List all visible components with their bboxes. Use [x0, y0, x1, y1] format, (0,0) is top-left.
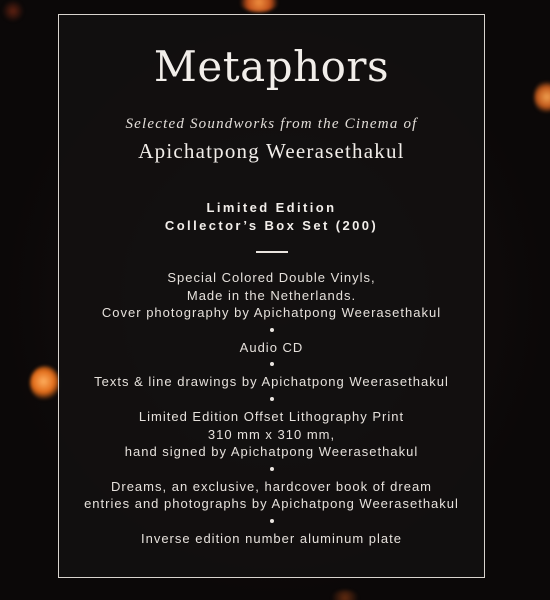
item-text: Dreams, an exclusive, hardcover book of dream — [110, 478, 432, 494]
info-panel — [58, 14, 485, 578]
item-text: Texts & line drawings by Apichatpong Weerasethakul — [94, 374, 449, 390]
item-text: Made in the Netherlands. — [186, 287, 357, 303]
list-item — [59, 373, 484, 391]
list-item — [59, 269, 484, 322]
bullet-dot — [270, 467, 274, 471]
list-item — [59, 339, 484, 357]
bokeh-light — [2, 0, 24, 22]
item-text: Cover photography by Apichatpong Weerasethakul — [101, 305, 442, 321]
album-subtitle: Selected Soundworks from the Cinema of — [125, 116, 418, 132]
item-text: entries and photographs by Apichatpong Weerasethakul — [84, 496, 459, 512]
bokeh-light — [330, 590, 360, 600]
bokeh-light — [534, 80, 550, 114]
edition-heading — [59, 199, 484, 235]
edition-line: Limited Edition — [206, 200, 337, 215]
contents-list — [59, 269, 484, 548]
bullet-dot — [270, 328, 274, 332]
item-text: Audio CD — [239, 339, 304, 355]
list-item — [59, 530, 484, 548]
list-item — [59, 478, 484, 513]
item-text: hand signed by Apichatpong Weerasethakul — [124, 444, 419, 460]
bullet-dot — [270, 519, 274, 523]
item-text: Inverse edition number aluminum plate — [140, 530, 402, 546]
director-name: Apichatpong Weerasethakul — [138, 139, 405, 163]
item-text: 310 mm x 310 mm, — [207, 426, 336, 442]
bullet-dot — [270, 397, 274, 401]
list-item — [59, 408, 484, 461]
edition-line: Collector’s Box Set (200) — [164, 218, 379, 233]
divider-rule — [256, 251, 288, 253]
bullet-dot — [270, 362, 274, 366]
bokeh-light — [238, 0, 280, 12]
item-text: Limited Edition Offset Lithography Print — [138, 408, 405, 424]
bokeh-light — [30, 366, 60, 400]
item-text: Special Colored Double Vinyls, — [167, 270, 376, 285]
album-title: Metaphors — [153, 42, 390, 91]
